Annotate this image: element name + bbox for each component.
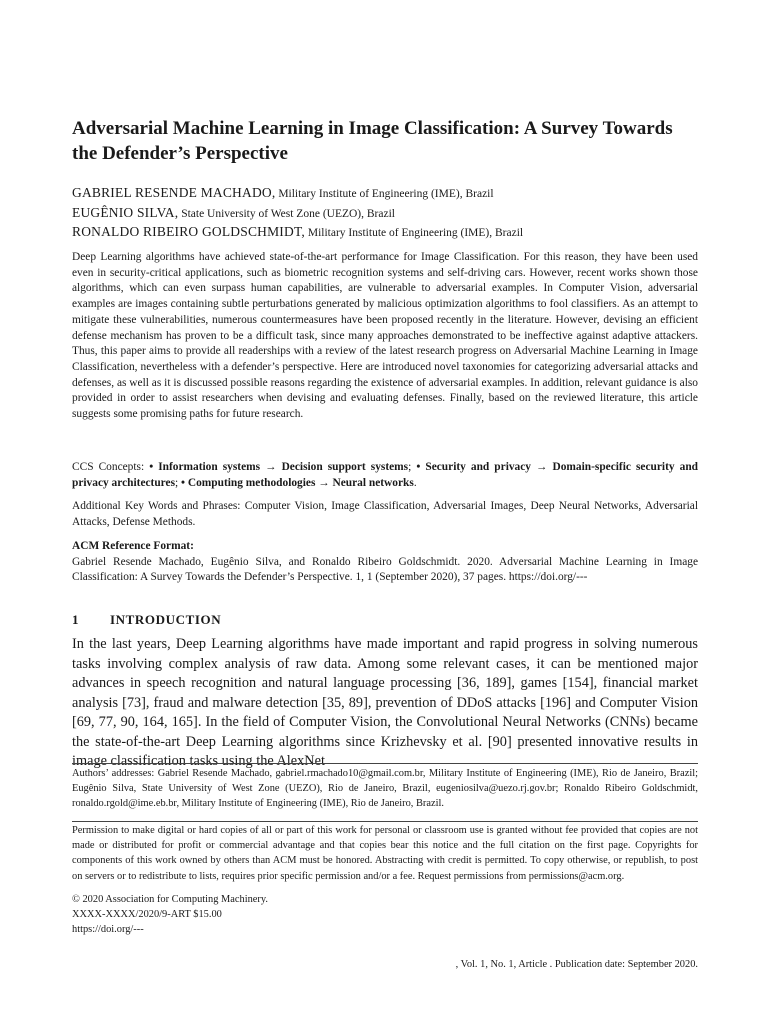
ccs-item: • Security and privacy → Domain-specific security and privacy architectures bbox=[72, 461, 698, 489]
footnote-divider bbox=[72, 763, 698, 764]
keywords: Additional Key Words and Phrases: Computer Vision, Image Classification, Adversarial Images, Deep Neural Networks, Adversarial Attacks, Defense Methods. bbox=[72, 500, 698, 528]
publication-meta bbox=[72, 892, 698, 938]
acm-reference-text: Gabriel Resende Machado, Eugênio Silva, and Ronaldo Ribeiro Goldschmidt. 2020. Adversarial Machine Learning in Image Classification: A Survey Towards the Defender’s Perspective. 1, 1 (September 2020), 37 pages. https://doi.org/--- bbox=[72, 555, 698, 584]
acm-reference-heading: ACM Reference Format: bbox=[72, 540, 194, 552]
ccs-concepts bbox=[72, 460, 698, 491]
copyright-line: © 2020 Association for Computing Machinery. bbox=[72, 894, 268, 905]
issn-line: XXXX-XXXX/2020/9-ART $15.00 bbox=[72, 909, 222, 921]
author-affiliation: Military Institute of Engineering (IME), Brazil bbox=[275, 188, 494, 200]
ccs-separator: ; bbox=[175, 476, 182, 489]
ccs-separator: ; bbox=[408, 461, 417, 473]
author-affiliation: Military Institute of Engineering (IME), Brazil bbox=[304, 227, 524, 239]
permission-notice: Permission to make digital or hard copies of all or part of this work for personal or classroom use is granted without fee provided that copies are not made or distributed for profit or commercial advantage and that copies bear this notice and the full citation on the first page. Copyrights for components of this work owned by others than ACM must be honored. Abstracting with credit is permitted. To copy otherwise, or republish, to post on servers or to redistribute to lists, requires prior specific permission and/or a fee. Request permissions from permissions@acm.org. bbox=[72, 825, 698, 882]
ccs-end: . bbox=[413, 476, 417, 489]
author-2 bbox=[72, 204, 698, 224]
introduction-text: In the last years, Deep Learning algorithms have made important and rapid progress in solving numerous tasks involving complex analysis of raw data. Among some relevant cases, it can be mentioned major advances in speech recognition and natural language processing [36, 189], games [154], financial market analysis [73], fraud and malware detection [35, 89], prevention of DDoS attacks [196] and Computer Vision [69, 77, 90, 164, 165]. In the field of Computer Vision, the Convolutional Neural Networks (CNNs) became the state-of-the-art Deep Learning algorithms since Krizhevsky et al. [90] presented innovative results in image classification tasks using the AlexNet bbox=[72, 636, 698, 769]
ccs-item: • Information systems → Decision support systems bbox=[149, 461, 409, 473]
doi-link[interactable]: https://doi.org/--- bbox=[72, 924, 144, 936]
author-affiliation: State University of West Zone (UEZO), Brazil bbox=[178, 207, 395, 220]
author-name: RONALDO RIBEIRO GOLDSCHMIDT, bbox=[72, 224, 305, 239]
page-footer: , Vol. 1, No. 1, Article . Publication date: September 2020. bbox=[455, 959, 698, 970]
section-heading bbox=[72, 612, 221, 628]
section-number: 1 bbox=[72, 612, 80, 627]
ccs-label: CCS Concepts: bbox=[72, 461, 150, 473]
authors-addresses: Authors’ addresses: Gabriel Resende Machado, gabriel.rmachado10@gmail.com.br, Military Institute of Engineering (IME), Rio de Janeiro, Brazil; Eugênio Silva, State University of West Zone (UEZO), Rio de Janeiro, Brazil, eugeniosilva@uezo.rj.gov.br; Ronaldo Ribeiro Goldschmidt, ronaldo.rgold@ime.eb.br, Military Institute of Engineering (IME), Rio de Janeiro, Brazil. bbox=[72, 768, 698, 810]
author-3 bbox=[72, 223, 698, 243]
permission-divider bbox=[72, 821, 698, 822]
author-1 bbox=[72, 184, 698, 204]
acm-reference bbox=[72, 539, 698, 586]
section-title: INTRODUCTION bbox=[110, 612, 222, 627]
abstract: Deep Learning algorithms have achieved state-of-the-art performance for Image Classification. For this reason, they have been used even in security-critical applications, such as biometric recognition systems and self-driving cars. However, recent works shown those algorithms, which can even surpass human capabilities, are vulnerable to adversarial examples. In Computer Vision, adversarial examples are images containing subtle perturbations generated by malicious optimization algorithms to fool classifiers. As an attempt to mitigate these vulnerabilities, numerous countermeasures have been proposed recently in the literature. However, devising an efficient defense mechanism has proven to be a difficult task, since many approaches demonstrated to be ineffective against adaptive attackers. Thus, this paper aims to provide all readerships with a review of the latest research progress on Adversarial Machine Learning in Image Classification, nevertheless with a defender’s perspective. Here are introduced novel taxonomies for categorizing adversarial attacks and defenses, as well as it is discussed possible reasons regarding the existence of adversarial examples. In addition, relevant guidance is also provided in order to assist researchers when devising and evaluating defenses. Finally, based on the reviewed literature, this article suggests some promising paths for future research. bbox=[72, 251, 698, 421]
author-name: EUGÊNIO SILVA, bbox=[72, 204, 179, 220]
author-list bbox=[72, 184, 698, 243]
ccs-item: • Computing methodologies → Neural networks bbox=[181, 476, 414, 489]
author-name: GABRIEL RESENDE MACHADO, bbox=[72, 185, 276, 200]
paper-title: Adversarial Machine Learning in Image Classification: A Survey Towards the Defender’s Perspective bbox=[72, 118, 673, 164]
